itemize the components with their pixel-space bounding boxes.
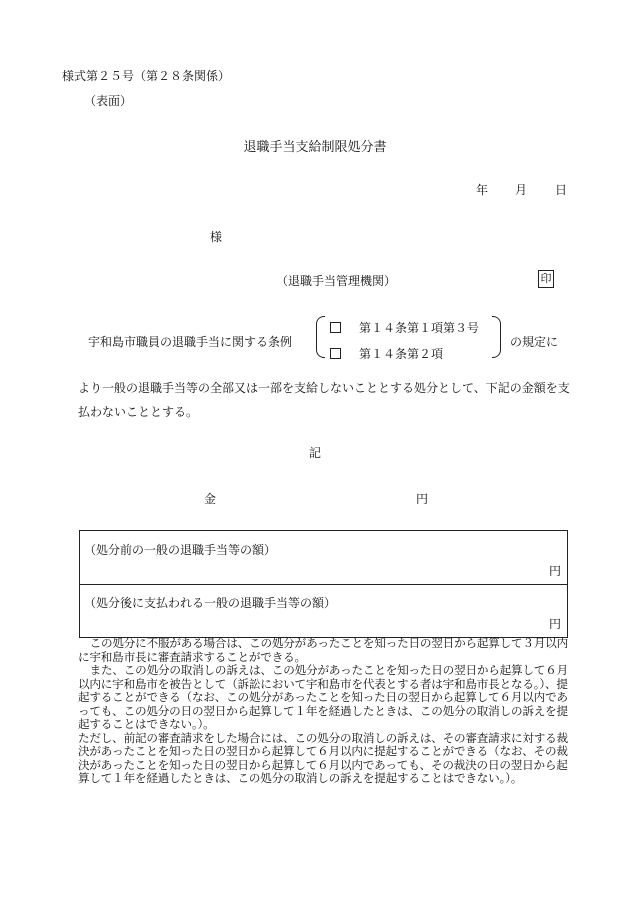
- ordinance-option-1: [330, 319, 479, 336]
- form-number: 様式第２５号（第２８条関係）: [62, 69, 231, 83]
- ordinance-option-2: [330, 345, 443, 362]
- amount-yen: 円: [416, 492, 429, 506]
- date-month: 月: [515, 183, 528, 197]
- amount-kin: 金: [204, 492, 217, 506]
- amount-table: [79, 530, 568, 638]
- option-label: 第１４条第１項第３号: [359, 321, 480, 335]
- seal-mark: 印: [538, 270, 554, 288]
- left-bracket: [316, 316, 325, 358]
- ki-heading: 記: [308, 446, 321, 460]
- right-bracket: [492, 316, 501, 358]
- option-label: 第１４条第２項: [359, 347, 444, 361]
- side-label: （表面）: [84, 94, 133, 108]
- row-unit: 円: [548, 564, 561, 578]
- row-label: （処分前の一般の退職手当等の額）: [84, 543, 277, 557]
- agency-label: （退職手当管理機関）: [276, 274, 397, 288]
- table-row: [80, 584, 567, 637]
- notice-paragraph: また、この処分の取消しの訴えは、この処分があったことを知った日の翌日から起算して６月以内に宇和島市を被告として（訴訟において宇和島市を代表とする者は宇和島市長となる。）、提起することができる（なお、この処分があったことを知った日の翌日から起算して６月以内であっても、この処分の日の翌日から起算して１年を経過したときは、この処分の取消しの訴えを提起することはできない。）。: [78, 663, 569, 731]
- checkbox-icon: [330, 348, 341, 359]
- body-text: より一般の退職手当等の全部又は一部を支給しないこととする処分として、下記の金額を支払わないこととする。: [78, 381, 570, 419]
- notice-paragraph: この処分に不服がある場合は、この処分があったことを知った日の翌日から起算して３月以内に宇和島市長に審査請求することができる。: [78, 636, 569, 664]
- table-row: [80, 531, 567, 585]
- notice-paragraph: ただし、前記の審査請求をした場合には、この処分の取消しの訴えは、その審査請求に対する裁決があったことを知った日の翌日から起算して６月以内に提起することができる（なお、その裁決があったことを知った日の翌日から起算して６月以内であっても、その裁決の日の翌日から起算して１年を経過したときは、この処分の取消しの訴えを提起することはできない。）。: [78, 730, 568, 785]
- notice-text: [78, 637, 578, 786]
- addressee-suffix: 様: [210, 230, 223, 244]
- checkbox-icon: [330, 322, 341, 333]
- ordinance-prefix: 宇和島市職員の退職手当に関する条例: [88, 335, 293, 349]
- ordinance-suffix: の規定に: [510, 335, 559, 349]
- date-year: 年: [476, 183, 489, 197]
- row-unit: 円: [548, 617, 561, 631]
- document-title: 退職手当支給制限処分書: [243, 140, 387, 155]
- row-label: （処分後に支払われる一般の退職手当等の額）: [84, 596, 337, 610]
- date-day: 日: [555, 183, 568, 197]
